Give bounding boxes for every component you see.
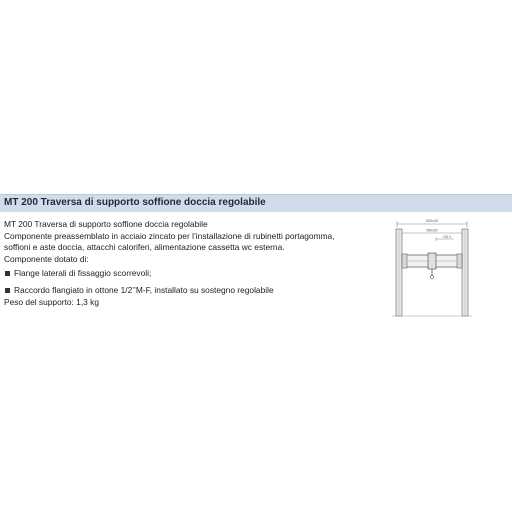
left-flange — [402, 254, 407, 268]
bullet-square-icon — [5, 288, 10, 293]
component-list — [4, 268, 374, 296]
center-fitting — [428, 253, 436, 269]
section-header — [0, 194, 512, 212]
bullet-square-icon — [5, 271, 10, 276]
dimension-label-inner: 590x20 — [426, 228, 438, 233]
list-item: Flange laterali di fissaggio scorrevoli; — [4, 268, 374, 280]
dimension-label-small: 100 3 — [443, 235, 451, 239]
weight-text: Peso del supporto: 1,3 kg — [4, 296, 99, 307]
section-title: MT 200 Traversa di supporto soffione doccia regolabile — [4, 197, 266, 208]
product-description — [4, 219, 374, 308]
dimension-label-outer: 600x20 — [426, 219, 438, 223]
right-flange — [457, 254, 462, 268]
description-line: Componente preassemblato in acciaio zincato per l’installazione di rubinetti portagomma, — [4, 230, 335, 241]
list-item: Raccordo flangiato in ottone 1/2’’M-F, installato su sostegno regolabile — [4, 285, 374, 297]
description-line: Componente dotato di: — [4, 253, 89, 264]
description-heading: MT 200 Traversa di supporto soffione doccia regolabile — [4, 219, 208, 229]
technical-drawing — [384, 216, 480, 320]
description-line: soffioni e aste doccia, attacchi caloriferi, alimentazione cassetta wc esterna. — [4, 242, 285, 253]
